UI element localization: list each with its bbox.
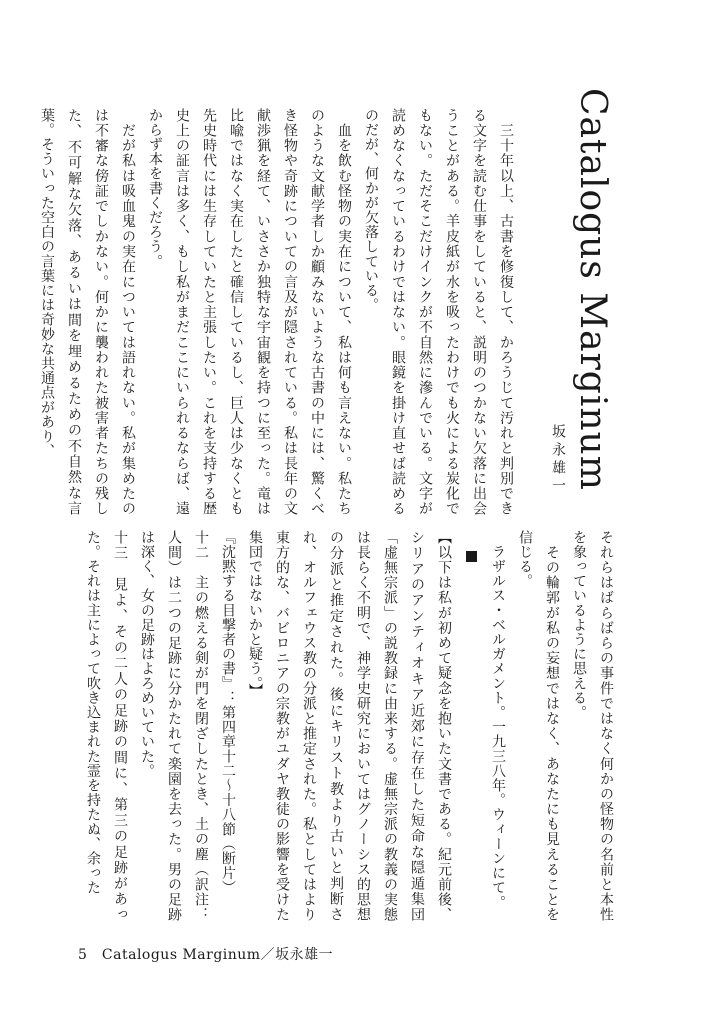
story-title: Catalogus Marginum bbox=[572, 88, 613, 491]
paragraph: 【以下は私が初めて疑念を抱いた文書である。紀元前後、シリアのアンティオキア近郊に存在した短命な隠遁集団「虚無宗派」の説教録に由来する。虚無宗派の教義の実態は長らく不明で、神学史研究においてはグノーシス的思想の分派と推定された。後にキリスト教より古いと判断され、オルフェウス教の分派と推定された。私としてはより東方的な、バビロニアの宗教がユダヤ教徒の影響を受けた集団ではないかと疑う。】 bbox=[247, 530, 452, 922]
paragraph: それらはばらばらの事件ではなく何かの怪物の名前と本性を象っているように思える。 bbox=[571, 530, 614, 922]
page-footer: 5 Catalogus Marginum／坂永雄一 bbox=[78, 947, 334, 963]
section-break bbox=[457, 530, 484, 922]
lower-text-block bbox=[85, 530, 619, 922]
upper-text-block bbox=[39, 108, 519, 516]
paragraph: その輪郭が私の妄想ではなく、あなたにも見えることを信じる。 bbox=[517, 530, 560, 922]
signature-line: ラザルス・ベルガメント。一九三八年。ウィーンにて。 bbox=[490, 530, 506, 910]
paragraph: 三十年以上、古書を修復して、かろうじて汚れと判別できる文字を読む仕事をしていると、説明のつかない欠落に出会うことがある。羊皮紙が水を吸ったわけでも火による炭化でもない。ただそこだけインクが不自然に滲んでいる。文字が読めなくなっているわけではない。眼鏡を掛け直せば読めるのだが、何かが欠落している。 bbox=[363, 108, 514, 516]
paragraph: 血を飲む怪物の実在について、私は何も言えない。私たちのような文献学者しか顧みないような古書の中には、驚くべき怪物や奇跡についての言及が隠されている。私は長年の文献渉猟を経て、いささか独特な宇宙観を持つに至った。竜は比喩ではなく実在したと確信しているし、巨人は少なくとも先史時代には生存していたと主張したい。これを支持する歴史上の証言は多く、もし私がまだここにいられるならば、遠からず本を書くだろう。 bbox=[147, 108, 352, 516]
verse: 十二 主の燃える剣が門を閉ざしたとき、土の塵（訳注：人間）は二つの足跡に分かたれて楽園を去った。男の足跡は深く、女の足跡はよろめいていた。 bbox=[139, 530, 209, 922]
verse: 十三 見よ、その二人の足跡の間に、第三の足跡があった。それは主によって吹き込まれた霊を持たぬ、余った bbox=[85, 530, 128, 922]
author-name: 坂永雄一 bbox=[550, 424, 566, 496]
paragraph: だが私は吸血鬼の実在については語れない。私が集めたのは不審な傍証でしかない。何かに襲われた被害者たちの残した、不可解な欠落、あるいは間を埋めるための不自然な言葉。そういった空白の言葉には奇妙な共通点があり、 bbox=[39, 108, 136, 516]
square-mark-icon bbox=[466, 551, 477, 562]
quoted-source-title: 『沈黙する目撃者の書』：第四章十二〜十八節（断片） bbox=[220, 530, 236, 895]
